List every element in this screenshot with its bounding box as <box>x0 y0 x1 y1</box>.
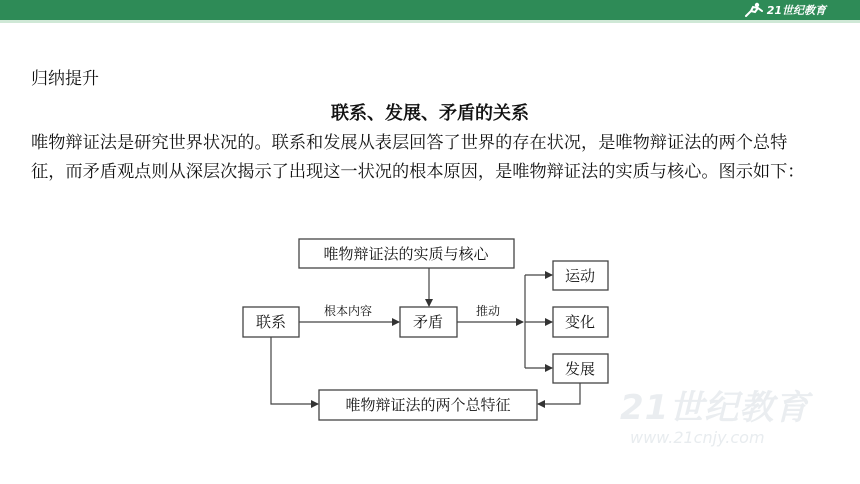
node-lianxi-label: 联系 <box>255 313 287 331</box>
node-features-label: 唯物辩证法的两个总特征 <box>345 396 511 414</box>
intro-paragraph: 唯物辩证法是研究世界状况的。联系和发展从表层回答了世界的存在状况，是唯物辩证法的两个总特征，而矛盾观点则从深层次揭示了出现这一状况的根本原因，是唯物辩证法的实质与核心。图示如下： <box>31 133 805 182</box>
node-bianhua-label: 变化 <box>564 313 596 331</box>
node-fazhan-label: 发展 <box>564 360 596 378</box>
watermark-url: www.21cnjy.com <box>630 428 765 447</box>
arrow-lianxi-features <box>271 337 318 404</box>
arrow-fazhan-features <box>538 383 580 404</box>
node-core-label: 唯物辩证法的实质与核心 <box>323 245 489 263</box>
edge-drive-label: 推动 <box>475 304 501 318</box>
page-title: 联系、发展、矛盾的关系 <box>331 103 529 124</box>
watermark-logo: 21世纪教育 <box>620 388 810 428</box>
logo-text: 21世纪教育 <box>766 4 826 17</box>
node-yundong-label: 运动 <box>564 267 596 285</box>
node-maodun-label: 矛盾 <box>412 313 444 331</box>
section-label: 归纳提升 <box>31 69 99 89</box>
edge-root-content-label: 根本内容 <box>323 304 373 318</box>
